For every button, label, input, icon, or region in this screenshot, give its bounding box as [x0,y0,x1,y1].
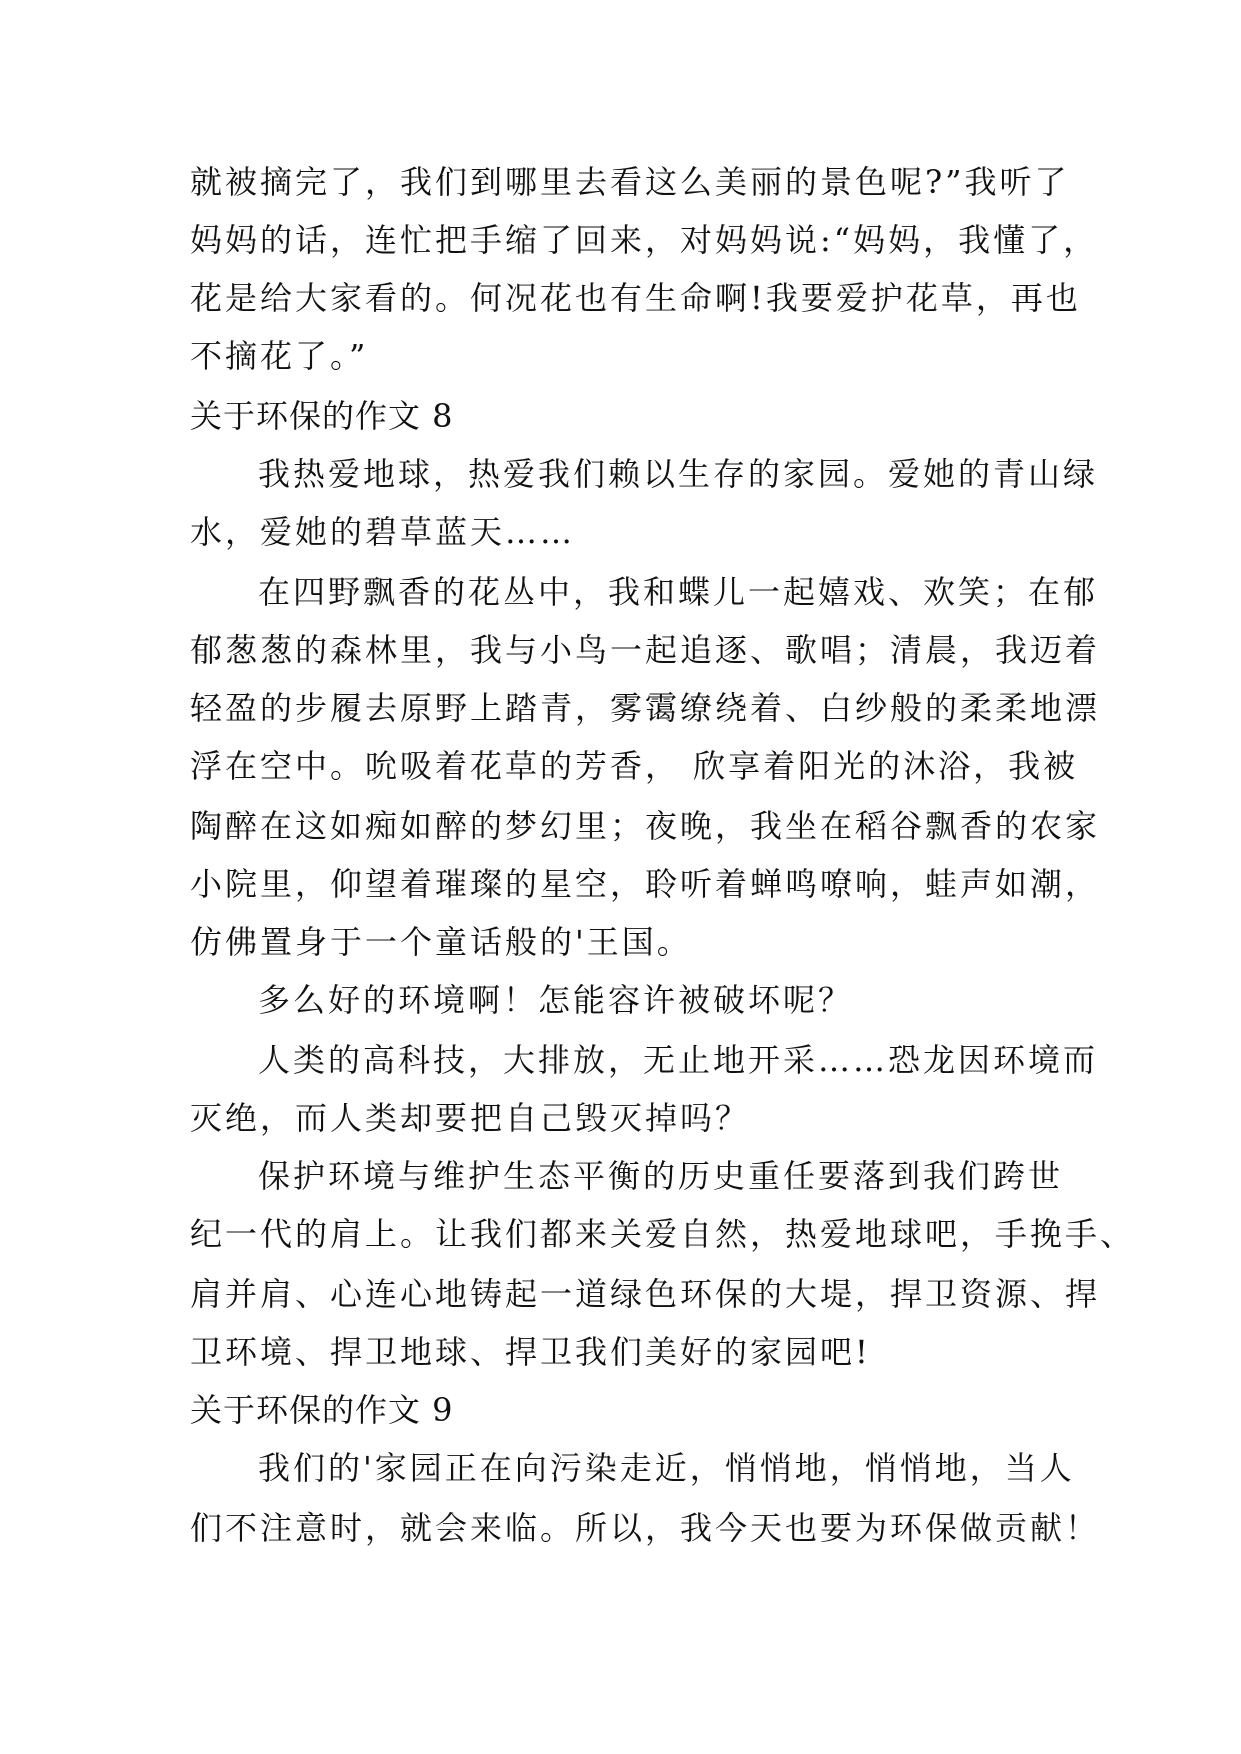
paragraph-line: 人类的高科技，大排放，无止地开采……恐龙因环境而 [258,1041,1099,1079]
paragraph-line: 轻盈的步履去原野上踏青，雾霭缭绕着、白纱般的柔柔地漂 [190,689,1101,727]
paragraph-line: 肩并肩、心连心地铸起一道绿色环保的大堤，捍卫资源、捍 [190,1275,1101,1313]
paragraph-line: 陶醉在这如痴如醉的梦幻里；夜晚，我坐在稻谷飘香的农家 [190,807,1101,845]
paragraph-line: 小院里，仰望着璀璨的星空，聆听着蝉鸣嘹响，蛙声如潮， [190,865,1101,903]
section-heading: 关于环保的作文 8 [190,397,454,435]
paragraph-line: 在四野飘香的花丛中，我和蝶儿一起嬉戏、欢笑；在郁 [258,573,1099,611]
paragraph-line: 郁葱葱的森林里，我与小鸟一起追逐、歌唱；清晨，我迈着 [190,631,1101,669]
paragraph-line: 灭绝，而人类却要把自己毁灭掉吗？ [190,1099,751,1137]
paragraph-line: 就被摘完了，我们到哪里去看这么美丽的景色呢?”我听了 [190,163,1070,201]
paragraph-line: 不摘花了。” [190,337,369,375]
section-heading: 关于环保的作文 9 [190,1391,454,1429]
paragraph-line: 纪一代的肩上。让我们都来关爱自然，热爱地球吧，手挽手、 [190,1215,1136,1253]
paragraph-line: 仿佛置身于一个童话般的'王国。 [190,923,692,961]
paragraph-line: 保护环境与维护生态平衡的历史重任要落到我们跨世 [258,1157,1064,1195]
paragraph-line: 我们的'家园正在向污染走近，悄悄地，悄悄地，当人 [258,1449,1075,1487]
paragraph-line: 我热爱地球，热爱我们赖以生存的家园。爱她的青山绿 [258,455,1099,493]
paragraph-line: 们不注意时，就会来临。所以，我今天也要为环保做贡献！ [190,1509,1101,1547]
paragraph-line: 妈妈的话，连忙把手缩了回来，对妈妈说:“妈妈，我懂了， [190,221,1099,259]
paragraph-line: 浮在空中。吮吸着花草的芳香， 欣享着阳光的沐浴，我被 [190,747,1079,785]
paragraph-line: 水，爱她的碧草蓝天…… [190,513,576,551]
paragraph-line: 多么好的环境啊！怎能容许被破坏呢？ [258,981,854,1019]
paragraph-line: 花是给大家看的。何况花也有生命啊!我要爱护花草，再也 [190,279,1081,317]
paragraph-line: 卫环境、捍卫地球、捍卫我们美好的家园吧! [190,1333,871,1371]
